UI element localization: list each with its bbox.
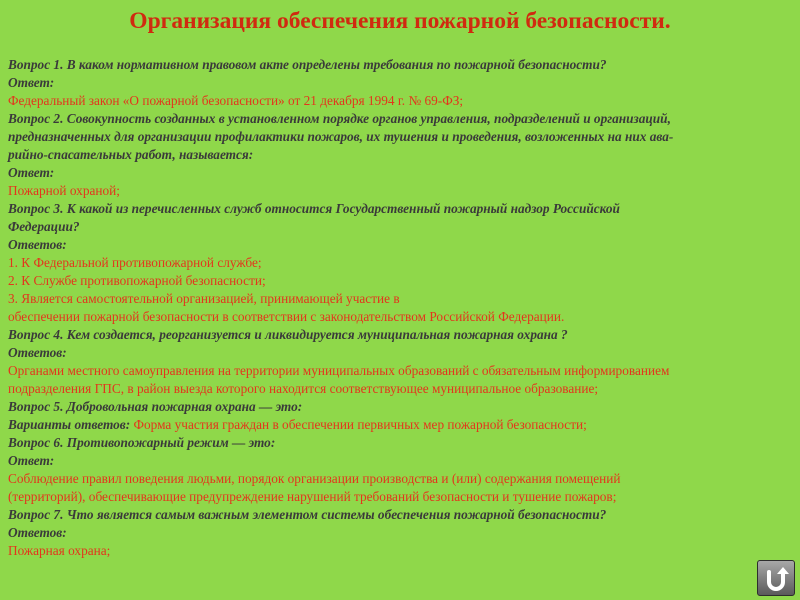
question-line: Вопрос 2. Совокупность созданных в установленном порядке органов управления, подразделений и организаций, [8,111,671,126]
answer-line: 1. К Федеральной противопожарной службе; [8,255,262,270]
question-line: Вопрос 3. К какой из перечисленных служб относится Государственный пожарный надзор Российской [8,201,620,216]
question-line: Вопрос 7. Что является самым важным элементом системы обеспечения пожарной безопасности? [8,507,607,522]
answer-line: Органами местного самоуправления на территории муниципальных образований с обязательным информированием [8,363,670,378]
answer-text: Форма участия граждан в обеспечении первичных мер пожарной безопасности; [130,417,587,432]
answer-label: Ответов: [8,525,67,540]
answer-line: Федеральный закон «О пожарной безопасности» от 21 декабря 1994 г. № 69-ФЗ; [8,93,464,108]
answer-label: Ответ: [8,453,55,468]
question-line: предназначенных для организации профилактики пожаров, их тушения и проведения, возложенных на них ава- [8,129,674,144]
answer-label: Ответов: [8,345,67,360]
question-line: Федерации? [8,219,80,234]
answer-line: подразделения ГПС, в район выезда которого находится соответствующее муниципальное образование; [8,381,599,396]
answer-label: Ответ: [8,75,55,90]
answer-label: Ответ: [8,165,55,180]
answer-line: 2. К Службе противопожарной безопасности; [8,273,266,288]
answer-line: (территорий), обеспечивающие предупреждение нарушений требований безопасности и тушение пожаров; [8,489,617,504]
question-line: Вопрос 4. Кем создается, реорганизуется и ликвидируется муниципальная пожарная охрана ? [8,327,568,342]
question-line: Вопрос 1. В каком нормативном правовом акте определены требования по пожарной безопасности? [8,57,607,72]
qa-content [8,56,794,560]
question-line: Вопрос 5. Добровольная пожарная охрана — это: [8,399,303,414]
answer-line [8,416,794,434]
answer-line: Пожарная охрана; [8,543,111,558]
return-arrow-icon [762,564,790,592]
slide-title: Организация обеспечения пожарной безопасности. [129,8,671,34]
answer-label: Варианты ответов: [8,417,131,432]
answer-line: обеспечении пожарной безопасности в соответствии с законодательством Российской Федерации. [8,309,565,324]
answer-label: Ответов: [8,237,67,252]
answer-line: Соблюдение правил поведения людьми, порядок организации производства и (или) содержания помещений [8,471,621,486]
question-line: рийно-спасательных работ, называется: [8,147,254,162]
question-line: Вопрос 6. Противопожарный режим — это: [8,435,276,450]
answer-line: 3. Является самостоятельной организацией, принимающей участие в [8,291,400,306]
return-button[interactable] [757,560,795,596]
answer-line: Пожарной охраной; [8,183,120,198]
